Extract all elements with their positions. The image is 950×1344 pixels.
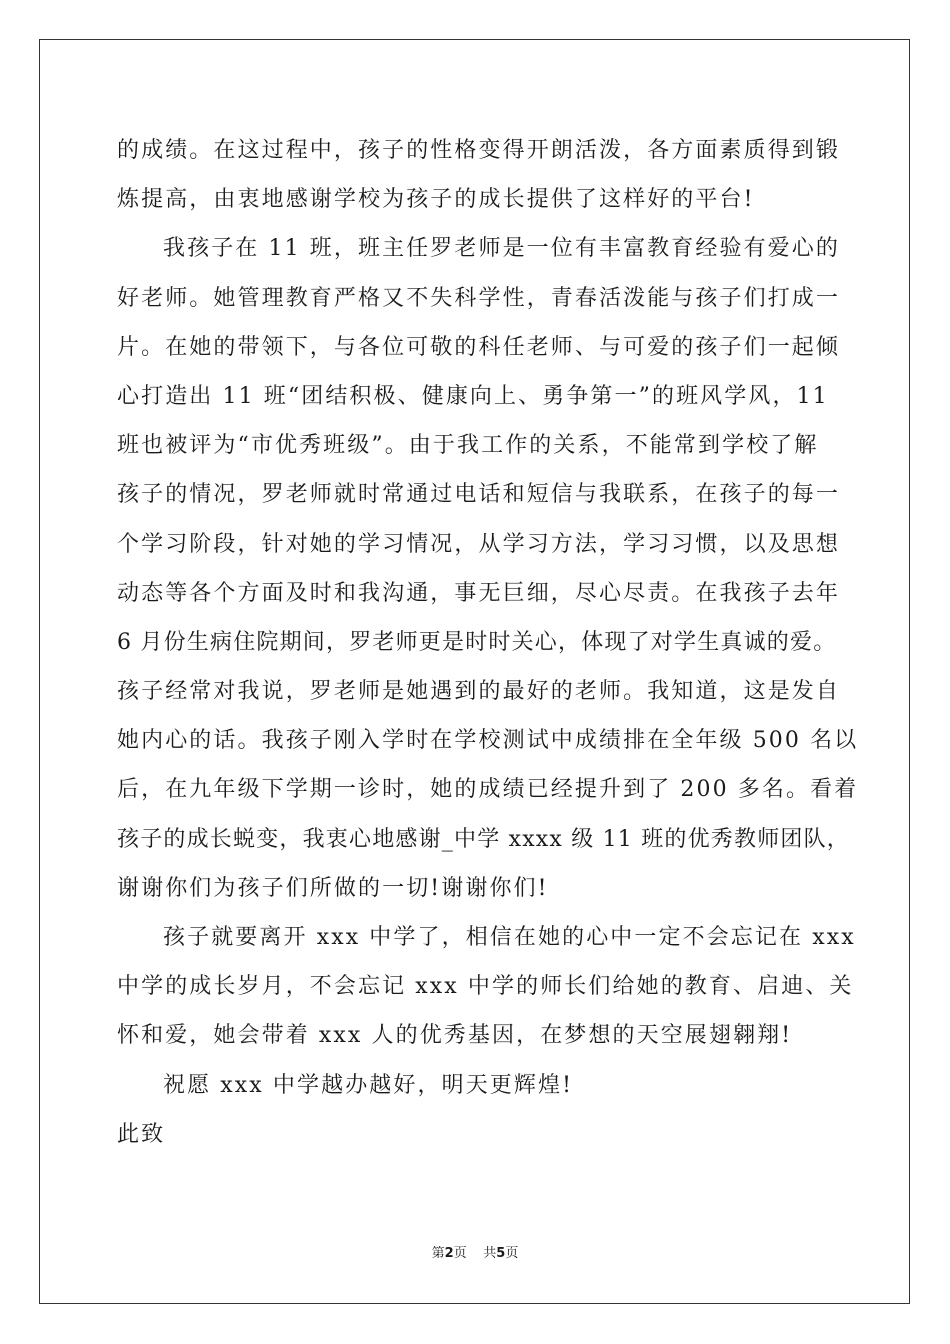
text-line: 孩子的情况，罗老师就时常通过电话和短信与我联系，在孩子的每一 — [117, 482, 841, 508]
letter-body — [117, 126, 859, 1159]
text-line: 炼提高，由衷地感谢学校为孩子的成长提供了这样好的平台! — [117, 187, 755, 213]
text-line: 孩子经常对我说，罗老师是她遇到的最好的老师。我知道，这是发自 — [117, 679, 841, 705]
text-line: 好老师。她管理教育严格又不失科学性，青春活泼能与孩子们打成一 — [117, 285, 841, 311]
text-line: 后，在九年级下学期一诊时，她的成绩已经提升到了 200 多名。看着 — [117, 777, 859, 803]
current-page-number: 2 — [444, 1246, 454, 1261]
page-suffix: 页 — [453, 1246, 467, 1261]
text-line: 心打造出 11 班“团结积极、健康向上、勇争第一”的班风学风，11 — [117, 383, 829, 409]
text-line: 动态等各个方面及时和我沟通，事无巨细，尽心尽责。在我孩子去年 — [117, 580, 841, 606]
text-line: 怀和爱，她会带着 xxx 人的优秀基因，在梦想的天空展翅翱翔! — [117, 1023, 793, 1049]
total-prefix: 共 — [483, 1246, 497, 1261]
total-suffix: 页 — [505, 1246, 519, 1261]
text-line: 孩子的成长蜕变，我衷心地感谢_中学 xxxx 级 11 班的优秀教师团队， — [117, 826, 850, 852]
paragraph-start-line: 孩子就要离开 xxx 中学了，相信在她的心中一定不会忘记在 xxx — [163, 925, 856, 950]
text-line: 中学的成长岁月，不会忘记 xxx 中学的师长们给她的教育、启迪、关 — [117, 974, 854, 1000]
paragraph-start-line: 祝愿 xxx 中学越办越好，明天更辉煌! — [163, 1072, 574, 1098]
text-line: 6 月份生病住院期间，罗老师更是时时关心，体现了对学生真诚的爱。 — [117, 629, 837, 655]
text-line: 的成绩。在这过程中，孩子的性格变得开朗活泼，各方面素质得到锻 — [117, 138, 841, 163]
closing-line: 此致 — [117, 1121, 166, 1147]
text-line: 班也被评为“市优秀班级”。由于我工作的关系，不能常到学校了解 — [117, 433, 819, 459]
page-prefix: 第 — [431, 1246, 445, 1261]
text-line: 她内心的话。我孩子刚入学时在学校测试中成绩排在全年级 500 名以 — [117, 728, 859, 754]
text-line: 个学习阶段，针对她的学习情况，从学习方法，学习习惯，以及思想 — [117, 531, 841, 557]
total-page-count: 5 — [496, 1246, 506, 1261]
page-footer — [0, 1245, 950, 1263]
text-line: 谢谢你们为孩子们所做的一切!谢谢你们! — [117, 875, 549, 901]
text-line: 片。在她的带领下，与各位可敬的科任老师、与可爱的孩子们一起倾 — [117, 334, 841, 360]
paragraph-start-line: 我孩子在 11 班，班主任罗老师是一位有丰富教育经验有爱心的 — [163, 236, 840, 262]
